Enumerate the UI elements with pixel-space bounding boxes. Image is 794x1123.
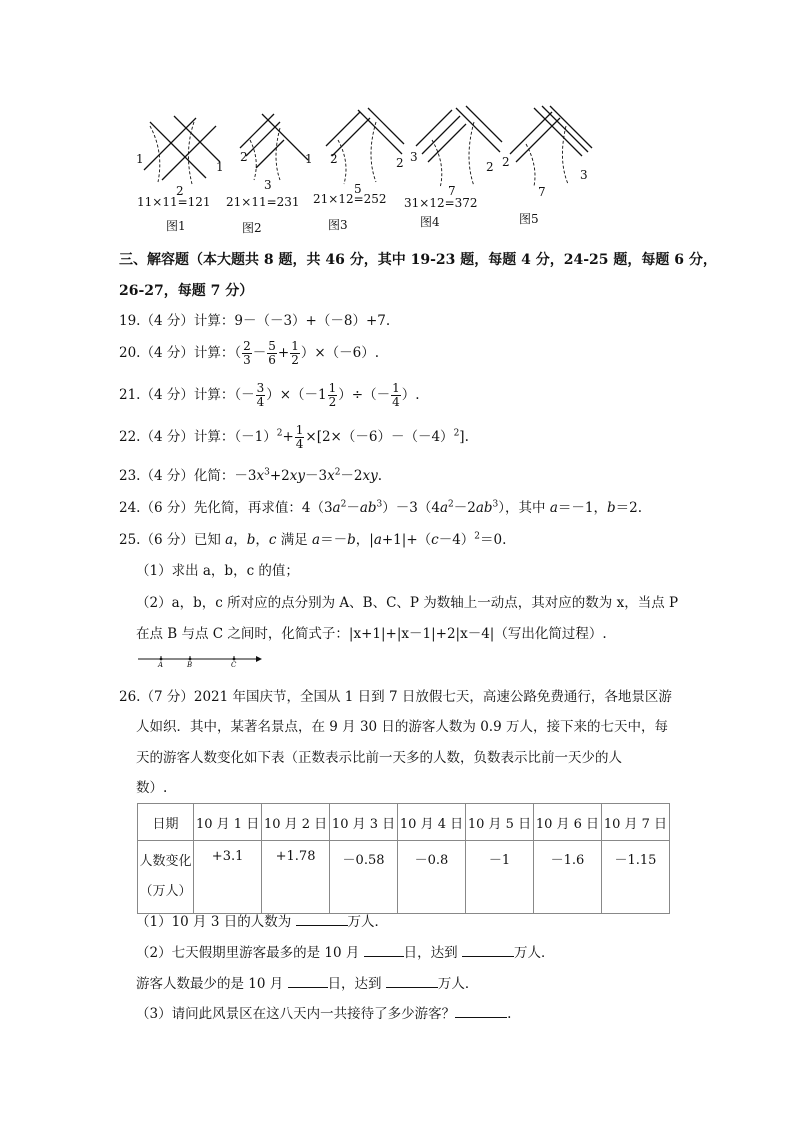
question-24: 24.（6 分）先化简，再求值：$4(3a^2-ab^3)-3(4a^2-2ab^3)$，其中 a＝－1，b＝2. — [119, 499, 643, 516]
figure-1-left-label: 1 — [136, 152, 144, 166]
table-header-cell: 10 月 6 日 — [533, 804, 601, 841]
figure-4-left-label: 3 — [410, 150, 418, 164]
figure-4-equation: 31×12=372 — [404, 196, 478, 210]
figure-1-bottom-label: 2 — [176, 184, 184, 198]
q22-fraction: $\frac{1}{4}$ — [295, 423, 304, 451]
figure-3-caption: 图3 — [328, 218, 348, 232]
answer-blank[interactable] — [462, 944, 514, 957]
section-title-line2: 26-27，每题 7 分） — [119, 283, 254, 299]
table-header-cell: 10 月 2 日 — [262, 804, 330, 841]
q26-line2: 人如织．其中，某著名景点，在 9 月 30 日的游客人数为 0.9 万人，接下来的七天中，每 — [136, 719, 668, 735]
q19-expr: 9－（－3）+（－8）+7. — [234, 313, 391, 329]
q20-op1: － — [252, 345, 267, 361]
table-row-label: 人数变化 （万人） — [138, 841, 194, 914]
figure-3-bottom-label: 5 — [354, 182, 362, 196]
q19-prefix: 19.（4 分）计算： — [119, 313, 235, 329]
figure-5-right-label: 3 — [580, 168, 588, 182]
table-header-cell: 10 月 1 日 — [194, 804, 262, 841]
figure-1-right-label: 1 — [216, 160, 224, 174]
q22-sup2: 2 — [453, 428, 460, 439]
figure-3-left-label: 2 — [330, 152, 338, 166]
visitor-change-table — [137, 803, 670, 914]
axis-label-a: A — [158, 661, 164, 669]
q21-mid1: ）×（－1 — [266, 387, 327, 403]
table-header-cell: 10 月 7 日 — [601, 804, 669, 841]
answer-blank[interactable] — [455, 1005, 507, 1018]
number-line — [136, 652, 266, 672]
section-title-line1: 三、解容题（本大题共 8 题，共 46 分，其中 19-23 题，每题 4 分，24-25 题，每题 6 分， — [119, 252, 717, 268]
table-cell: －1 — [465, 841, 533, 914]
figure-2-equation: 21×11=231 — [226, 195, 300, 209]
answer-blank[interactable] — [296, 913, 348, 926]
figure-2-caption: 图2 — [242, 221, 262, 235]
table-header-cell: 10 月 3 日 — [330, 804, 398, 841]
q26-sub1: （1）10 月 3 日的人数为 万人． — [136, 914, 389, 930]
table-cell: －0.8 — [398, 841, 466, 914]
question-21 — [119, 382, 420, 409]
table-header-cell: 日期 — [138, 804, 194, 841]
table-header-row — [138, 804, 670, 841]
answer-blank[interactable] — [364, 944, 404, 957]
table-cell: －1.15 — [601, 841, 669, 914]
q20-fraction-1: $\frac{2}{3}$ — [243, 339, 251, 367]
q21-mid2: ）÷（－ — [338, 387, 391, 403]
question-19 — [119, 312, 390, 330]
table-header-cell: 10 月 4 日 — [398, 804, 466, 841]
table-cell: +1.78 — [262, 841, 330, 914]
figure-1-diagram — [136, 112, 228, 192]
q22-end: ]. — [459, 429, 469, 445]
q22-suffix: ×[2×（－6）－（－4） — [305, 429, 454, 445]
table-cell: －1.6 — [533, 841, 601, 914]
q21-suffix: ）. — [401, 387, 420, 403]
q20-prefix: 20.（4 分）计算：（ — [119, 345, 242, 361]
q22-plus: + — [282, 429, 294, 445]
q21-fraction-2: $\frac{1}{2}$ — [328, 381, 337, 409]
figure-4-right-label: 2 — [486, 160, 494, 174]
q26-sub3: （3）请问此风景区在这八天内一共接待了多少游客？ . — [136, 1006, 512, 1022]
question-20 — [119, 340, 379, 367]
q26-line3: 天的游客人数变化如下表（正数表示比前一天多的人数，负数表示比前一天少的人 — [136, 750, 622, 766]
q22-sup1: 2 — [276, 428, 283, 439]
question-22 — [119, 424, 469, 451]
q26-line1: 26.（7 分）2021 年国庆节，全国从 1 日到 7 日放假七天，高速公路免费通行，各地景区游 — [119, 689, 672, 705]
q21-prefix: 21.（4 分）计算：（－ — [119, 387, 255, 403]
q22-prefix: 22.（4 分）计算：（－1） — [119, 429, 277, 445]
q20-suffix: ）×（－6）. — [300, 345, 380, 361]
figure-4-bottom-label: 7 — [448, 184, 456, 198]
q26-sub2b: 游客人数最少的是 10 月 日，达到 万人． — [136, 976, 479, 992]
table-row — [138, 841, 670, 914]
figure-1-equation: 11×11=121 — [137, 195, 211, 209]
figure-4-caption: 图4 — [420, 215, 440, 229]
q26-line4: 数）. — [136, 780, 168, 796]
q20-fraction-3: $\frac{1}{2}$ — [291, 339, 299, 367]
table-header-cell: 10 月 5 日 — [465, 804, 533, 841]
figure-3-right-label: 2 — [396, 156, 404, 170]
question-25: 25.（6 分）已知 a，b，c 满足 a＝－b，$|a+1|+(c-4)^2=0$. — [119, 531, 507, 548]
table-cell: +3.1 — [194, 841, 262, 914]
q25-sub2-line2: 在点 B 与点 C 之间时，化简式子：|x+1|+|x－1|+2|x－4|（写出化简过程）. — [136, 626, 607, 642]
q25-sub1: （1）求出 a，b，c 的值； — [136, 563, 299, 579]
figure-3-equation: 21×12=252 — [313, 192, 387, 206]
q25-sub2-line1: （2）a，b，c 所对应的点分别为 A、B、C、P 为数轴上一动点，其对应的数为 x，当点 P — [136, 595, 679, 611]
figure-5-caption: 图5 — [519, 212, 539, 226]
table-cell: －0.58 — [330, 841, 398, 914]
answer-blank[interactable] — [288, 975, 328, 988]
figure-3-diagram — [320, 106, 406, 192]
figure-1-caption: 图1 — [166, 219, 186, 233]
q26-sub2: （2）七天假期里游客最多的是 10 月 日，达到 万人． — [136, 945, 555, 961]
figure-5-bottom-label: 7 — [538, 185, 546, 199]
figure-2-left-label: 2 — [240, 150, 248, 164]
figure-2-bottom-label: 3 — [264, 178, 272, 192]
axis-label-b: B — [187, 661, 193, 669]
q20-op2: + — [277, 345, 290, 361]
answer-blank[interactable] — [386, 975, 438, 988]
figure-4-diagram — [412, 104, 504, 196]
q20-fraction-2: $\frac{5}{6}$ — [268, 339, 276, 367]
axis-label-c: C — [231, 661, 237, 669]
figure-5-left-label: 2 — [502, 155, 510, 169]
figure-2-right-label: 1 — [305, 152, 313, 166]
q21-fraction-1: $\frac{3}{4}$ — [256, 381, 265, 409]
question-23: 23.（4 分）化简：$-3x^3+2xy-3x^2-2xy$. — [119, 467, 383, 484]
q21-fraction-3: $\frac{1}{4}$ — [392, 381, 400, 409]
